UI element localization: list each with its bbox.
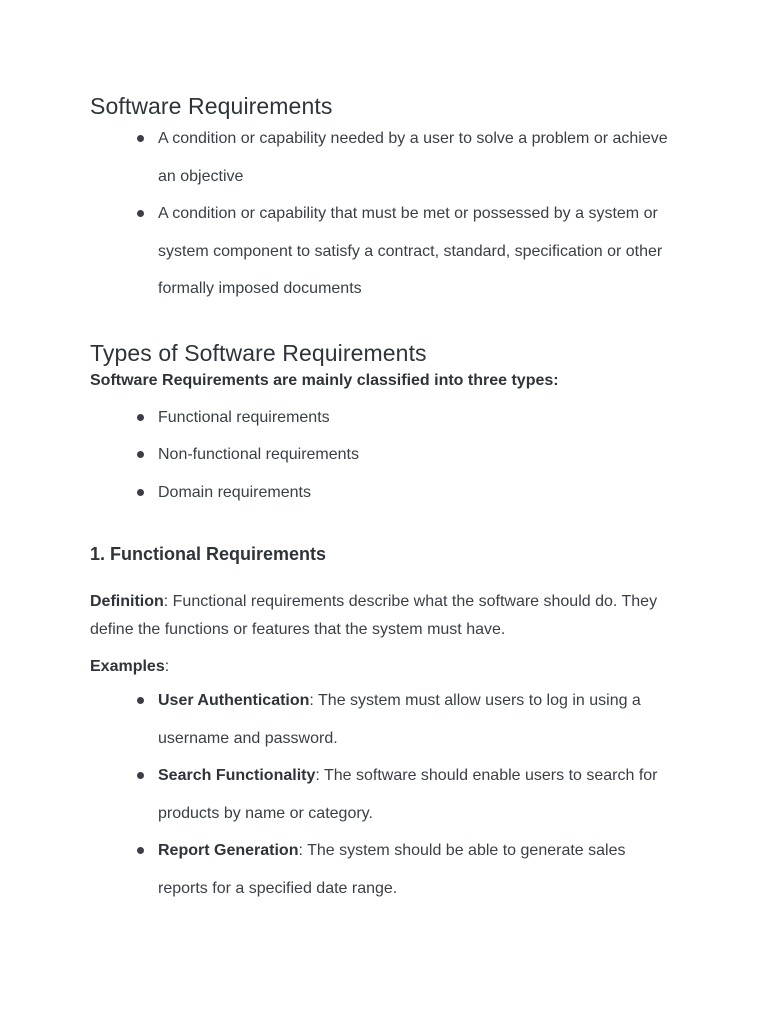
examples-label: Examples	[90, 658, 165, 675]
example-text: : The system must allow users to log in using a username and password.	[158, 692, 641, 747]
heading-types-of-requirements: Types of Software Requirements	[90, 339, 427, 366]
list-item: Domain requirements	[158, 474, 678, 512]
examples-list	[90, 682, 678, 907]
example-term: User Authentication	[158, 692, 310, 709]
types-intro: Software Requirements are mainly classified into three types:	[90, 371, 559, 389]
types-list	[90, 399, 678, 512]
list-item: A condition or capability needed by a user to solve a problem or achieve an objective	[158, 120, 678, 195]
list-item	[158, 757, 678, 832]
example-text: : The system should be able to generate sales reports for a specified date range.	[158, 842, 626, 897]
example-term: Search Functionality	[158, 767, 316, 784]
example-text: : The software should enable users to search for products by name or category.	[158, 767, 658, 822]
heading-software-requirements: Software Requirements	[90, 93, 333, 119]
list-item	[158, 682, 678, 757]
list-item: Functional requirements	[158, 399, 678, 437]
definition-list	[90, 120, 678, 308]
definition-paragraph	[90, 588, 678, 644]
definition-text: : Functional requirements describe what the software should do. They define the functions or features that the system must have.	[90, 593, 658, 638]
example-term: Report Generation	[158, 842, 299, 859]
list-item: A condition or capability that must be met or possessed by a system or system component to satisfy a contract, standard, specification or other formally imposed documents	[158, 195, 678, 308]
definition-label: Definition	[90, 593, 164, 610]
examples-paragraph	[90, 653, 678, 681]
examples-colon: :	[164, 658, 170, 675]
heading-functional-requirements: 1. Functional Requirements	[90, 544, 327, 564]
list-item: Non-functional requirements	[158, 436, 678, 474]
list-item	[158, 832, 678, 907]
